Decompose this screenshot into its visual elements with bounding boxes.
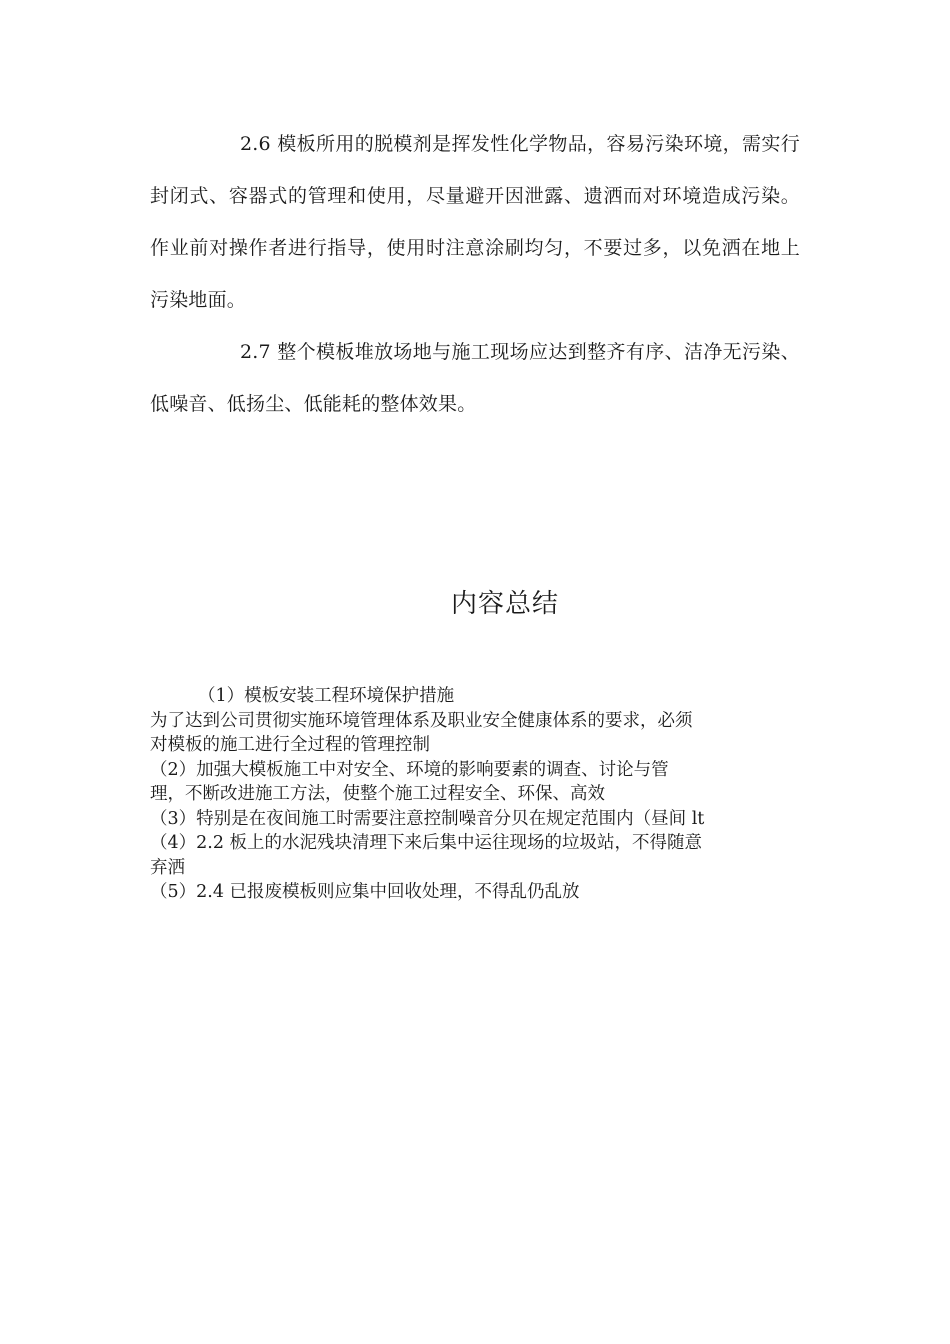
paragraph-2-7: 2.7 整个模板堆放场地与施工现场应达到整齐有序、洁净无污染、低噪音、低扬尘、低能耗的整体效果。 [150, 341, 800, 415]
summary-line-6: （3）特别是在夜间施工时需要注意控制噪音分贝在规定范围内（昼间 lt [150, 808, 705, 829]
summary-line-5: 理，不断改进施工方法，使整个施工过程安全、环保、高效 [150, 784, 605, 804]
summary-list [150, 684, 802, 905]
paragraph-2-6: 2.6 模板所用的脱模剂是挥发性化学物品，容易污染环境，需实行封闭式、容器式的管理和使用，尽量避开因泄露、遗洒而对环境造成污染。作业前对操作者进行指导，使用时注意涂刷均匀，不要过多，以免洒在地上污染地面。 [150, 133, 800, 311]
body-text-section [150, 118, 800, 430]
summary-line-4: （2）加强大模板施工中对安全、环境的影响要素的调查、讨论与管 [150, 759, 669, 780]
summary-line-2: 为了达到公司贯彻实施环境管理体系及职业安全健康体系的要求，必须 [150, 710, 693, 731]
summary-line-9: （5）2.4 已报废模板则应集中回收处理，不得乱仍乱放 [150, 882, 580, 902]
summary-line-7: （4）2.2 板上的水泥残块清理下来后集中运往现场的垃圾站，不得随意 [150, 833, 703, 853]
summary-line-1: （1）模板安装工程环境保护措施 [198, 686, 455, 706]
summary-line-3: 对模板的施工进行全过程的管理控制 [150, 735, 430, 755]
summary-line-8: 弃洒 [150, 857, 185, 878]
summary-heading: 内容总结 [450, 589, 559, 619]
